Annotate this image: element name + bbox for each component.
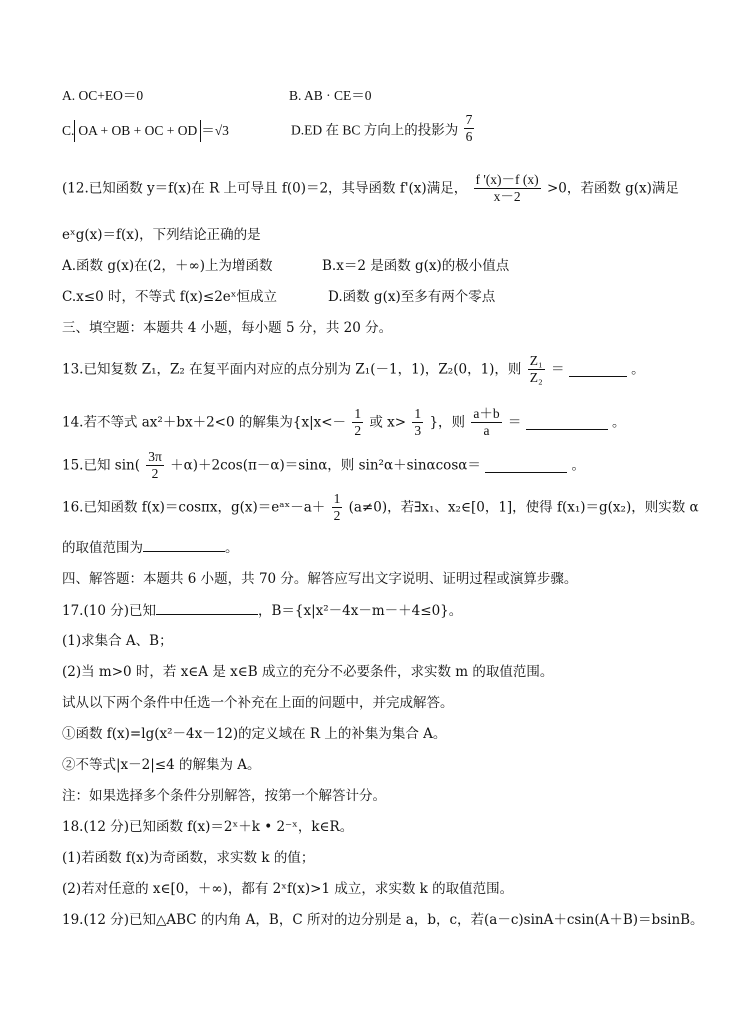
q11-option-a: A. OC+EO＝0	[62, 88, 144, 103]
q15-answer-blank[interactable]	[485, 458, 567, 473]
q12-option-d: D.函数 g(x)至多有两个零点	[328, 289, 496, 305]
q15: 15.已知 sin( $\frac{3\pi}{2}$ ＋α)＋2cos(π－α)＝sinα，则 sin²α＋sinαcosα＝ 。	[62, 449, 585, 481]
q14: 14.若不等式 ax²＋bx＋2<0 的解集为{x|x<－ $\frac{1}{2}$ 或 x> $\frac{1}{3}$ }，则 $\frac{a+b}{a}$ ＝ 。	[62, 406, 626, 438]
q12-option-a: A.函数 g(x)在(2，＋∞)上为增函数	[62, 258, 273, 274]
q17-condition-blank[interactable]	[156, 600, 258, 615]
q11-option-d: D.ED 在 BC 方向上的投影为 $\frac{7}{6}$	[291, 112, 473, 144]
q19-head: 19.(12 分)已知△ABC 的内角 A，B，C 所对的边分别是 a，b，c，若(a－c)sinA＋csin(A＋B)＝bsinB。	[62, 912, 704, 928]
q17-condition-2: ②不等式|x－2|≤4 的解集为 A。	[62, 757, 261, 773]
q12-stem: (12.已知函数 y＝f(x)在 R 上可导且 f(0)＝2，其导函数 f'(x)满足， $\frac{f '(x)-f (x)}{x-2}$ >0，若函数 g(x)满足	[62, 172, 679, 204]
vector-sum-abs: OA + OB + OC + OD	[74, 120, 201, 142]
q17-part1: (1)求集合 A、B；	[62, 633, 173, 649]
q16-answer-blank[interactable]	[143, 537, 225, 552]
q13: 13.已知复数 Z₁，Z₂ 在复平面内对应的点分别为 Z₁(－1，1)，Z₂(0，1)，则 $\frac{\text{Z₁}}{\text{Z₂}}$ ＝ 。	[62, 353, 645, 385]
q17-head: 17.(10 分)已知 ，B＝{x|x²－4x－m－＋4≤0}。	[62, 600, 462, 621]
q16: 16.已知函数 f(x)＝cosπx，g(x)＝eᵃˣ－a＋ $\frac{1}{2}$ (a≠0)，若∃x₁、x₂∈[0，1]，使得 f(x₁)＝g(x₂)，则实数 α	[62, 491, 699, 523]
q18-part1: (1)若函数 f(x)为奇函数，求实数 k 的值；	[62, 850, 315, 866]
q13-answer-blank[interactable]	[569, 362, 627, 377]
q14-answer-blank[interactable]	[526, 415, 608, 430]
q12-stem-cont: eˣg(x)＝f(x)，下列结论正确的是	[62, 227, 261, 243]
q12-option-c: C.x≤0 时，不等式 f(x)≤2eˣ恒成立	[62, 289, 277, 305]
q12-fraction: $\frac{f '(x)-f (x)}{x-2}$	[475, 172, 539, 204]
q12-option-b: B.x＝2 是函数 g(x)的极小值点	[322, 258, 510, 274]
q17-note: 注：如果选择多个条件分别解答，按第一个解答计分。	[62, 788, 386, 804]
section-3-heading: 三、填空题：本题共 4 小题，每小题 5 分，共 20 分。	[62, 320, 393, 336]
q17-condition-1: ①函数 f(x)=lg(x²－4x－12)的定义域在 R 上的补集为集合 A。	[62, 726, 447, 742]
section-4-heading: 四、解答题：本题共 6 小题，共 70 分。解答应写出文字说明、证明过程或演算步骤。	[62, 571, 578, 587]
q11-option-b: B. AB · CE＝0	[289, 88, 372, 103]
q11-option-c: C. OA + OB + OC + OD ＝√3	[62, 120, 229, 142]
q17-part2: (2)当 m>0 时，若 x∈A 是 x∈B 成立的充分不必要条件，求实数 m 的取值范围。	[62, 664, 554, 680]
q18-head: 18.(12 分)已知函数 f(x)＝2ˣ＋k • 2⁻ˣ，k∈R。	[62, 819, 354, 835]
q16-line2: 的取值范围为 。	[62, 537, 239, 558]
q17-instruction: 试从以下两个条件中任选一个补充在上面的问题中，并完成解答。	[62, 695, 454, 711]
q18-part2: (2)若对任意的 x∈[0，＋∞)，都有 2ˣf(x)>1 成立，求实数 k 的取值范围。	[62, 881, 514, 897]
